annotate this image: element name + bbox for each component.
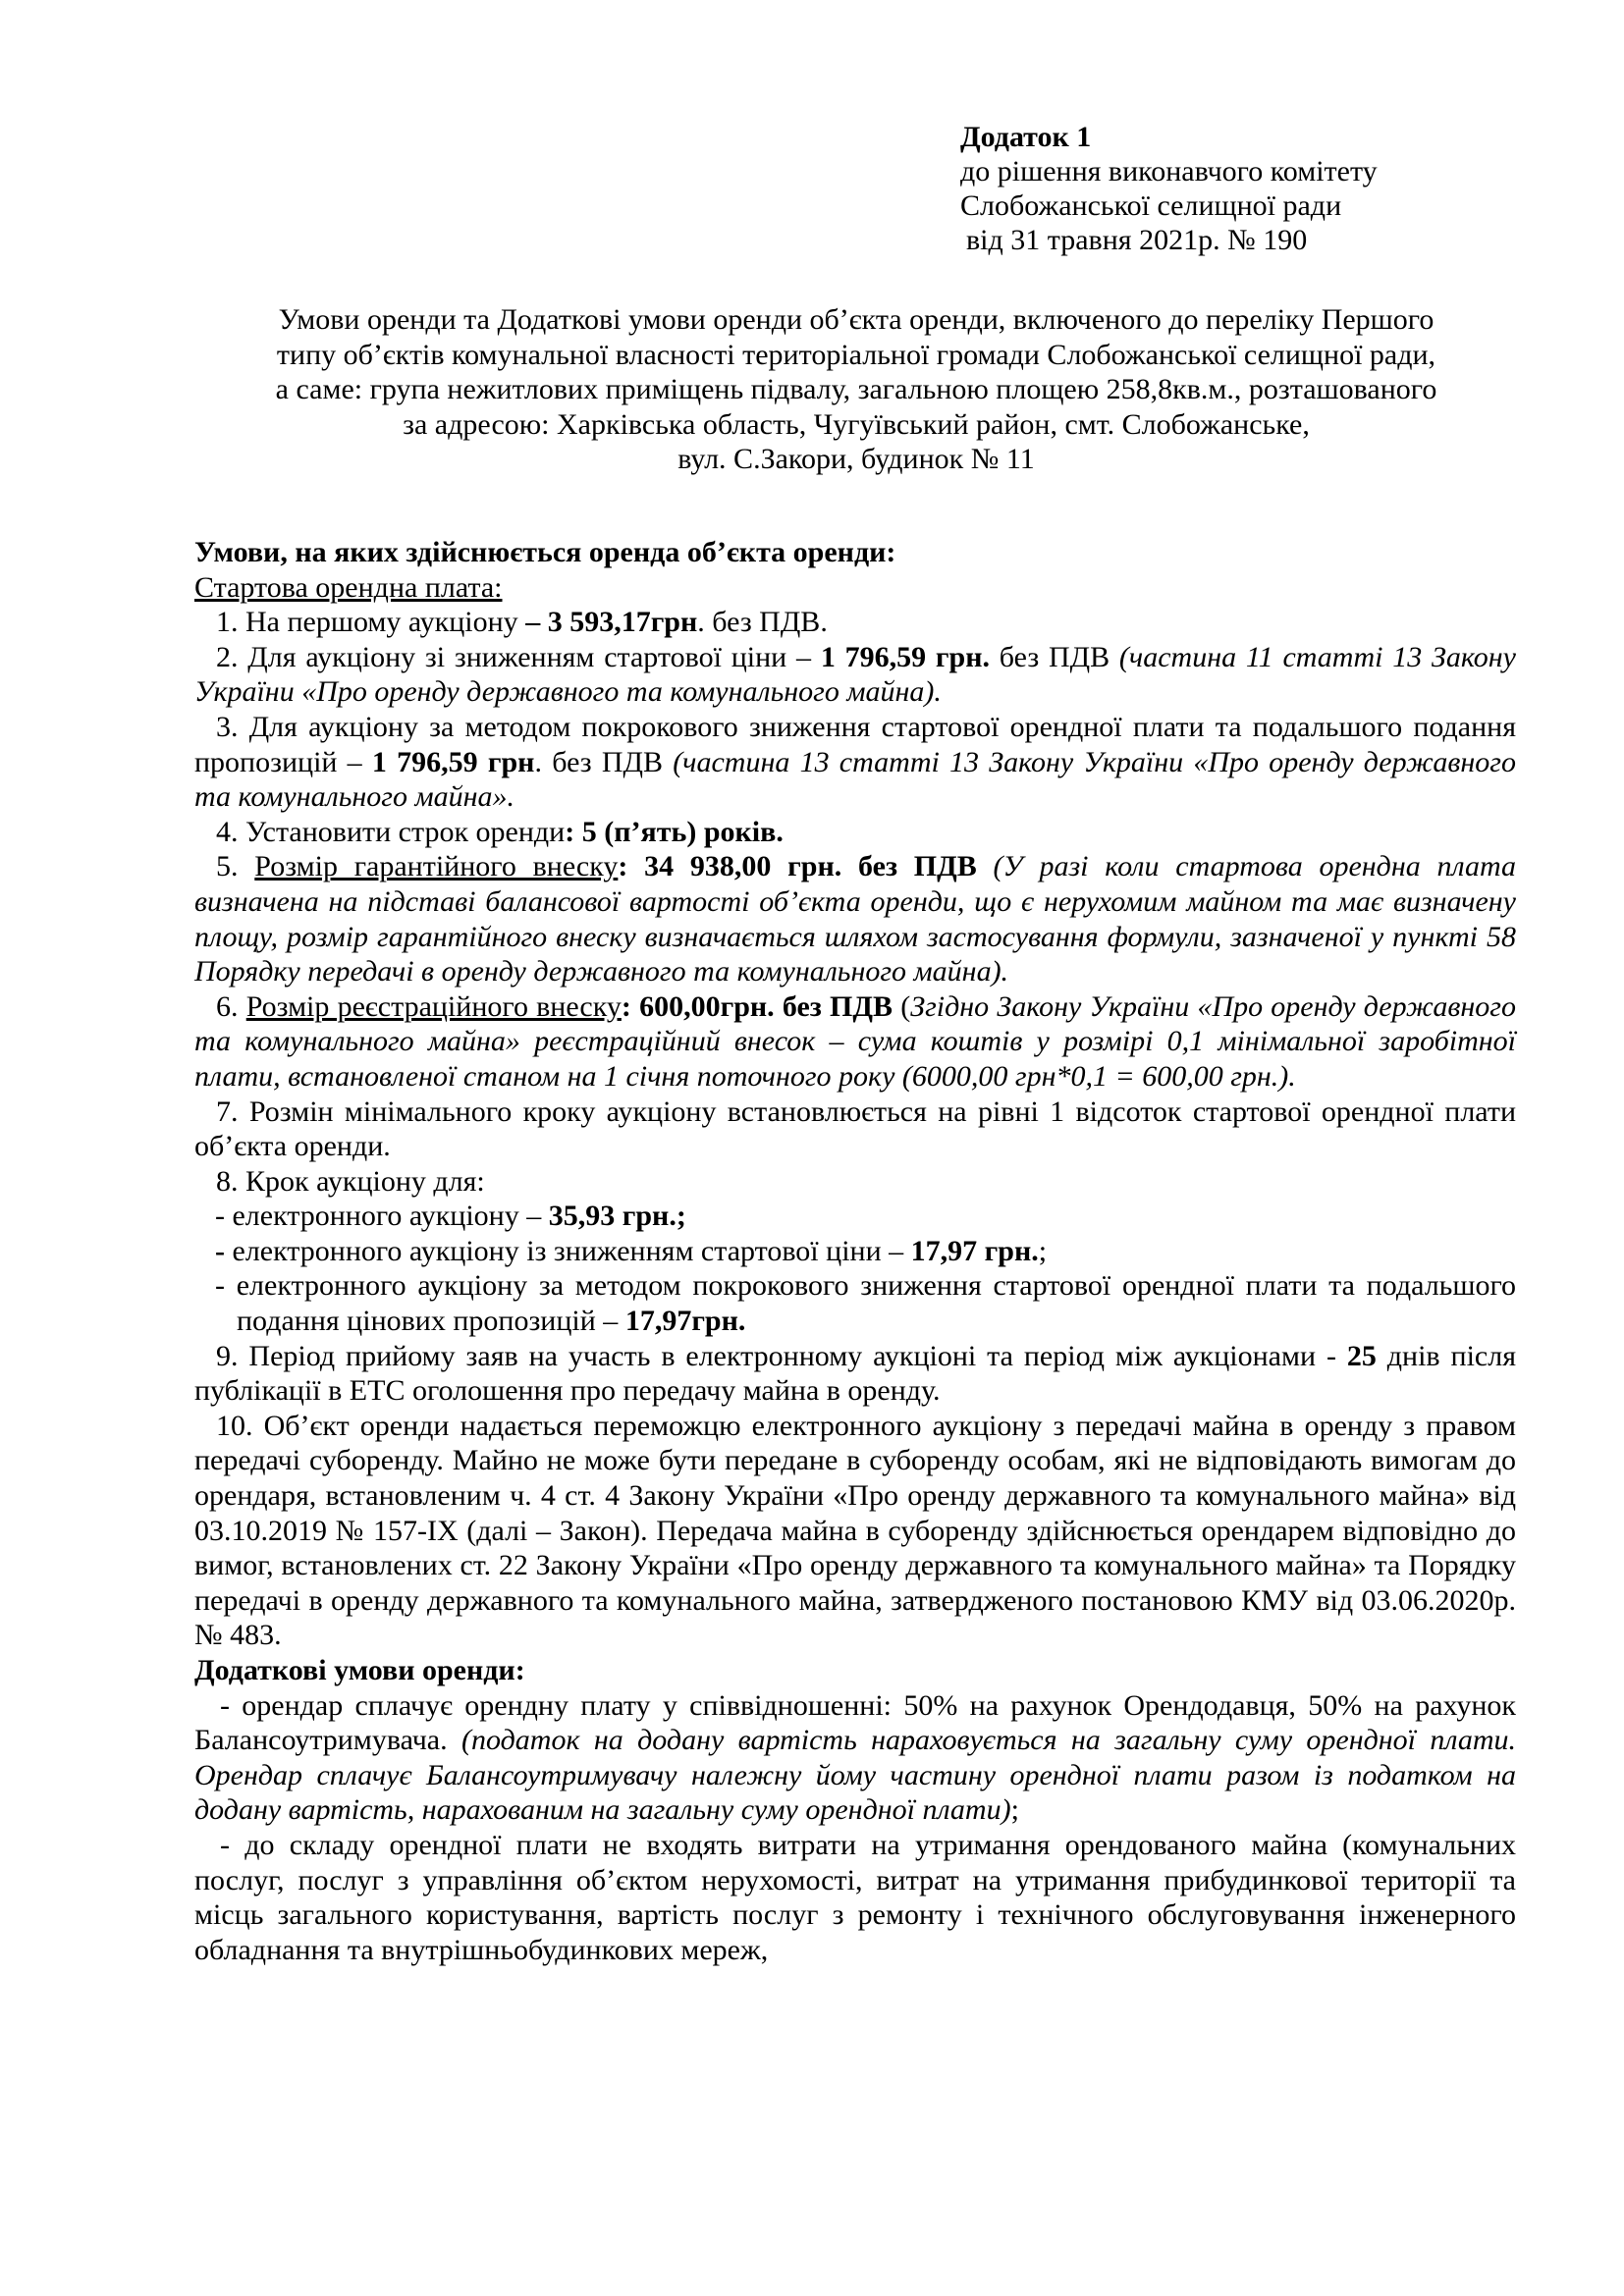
list-item-5: 5. Розмір гарантійного внеску: 34 938,00 грн. без ПДВ (У разі коли стартова орендна плата визначена на підставі балансової вартості об’єкта оренди, що є нерухомим майном та має визначену площу, розмір гарантійного внеску визначається шляхом застосування формули, зазначеної у пункті 58 Порядку передачі в оренду державного та комунального майна). xyxy=(194,850,1516,988)
heading-line: вул. С.Закори, будинок № 11 xyxy=(677,443,1035,475)
list-item-10: 10. Об’єкт оренди надається переможцю електронного аукціону з передачі майна в оренду з правом передачі суборенду. Майно не може бути передане в суборенду особам, які не відповідають вимогам до орендаря, встановленим ч. 4 ст. 4 Закону України «Про оренду державного та комунального майна» від 03.10.2019 № 157-ІХ (далі – Закон). Передача майна в суборенду здійснюється орендарем відповідно до вимог, встановлених ст. 22 Закону України «Про оренду державного та комунального майна» та Порядку передачі в оренду державного та комунального майна, затвердженого постановою КМУ від 03.06.2020р. № 483. xyxy=(194,1409,1516,1652)
heading-line: Умови оренди та Додаткові умови оренди об’єкта оренди, включеного до переліку Першого xyxy=(278,303,1435,336)
section-subtitle: Стартова орендна плата: xyxy=(194,570,503,604)
section-title: Умови, на яких здійснюється оренда об’єкта оренди: xyxy=(194,536,896,568)
addendum-title: Додаток 1 xyxy=(960,121,1092,153)
addendum-line: до рішення виконавчого комітету xyxy=(960,155,1378,187)
heading-line: типу об’єктів комунальної власності територіальної громади Слобожанської селищної ради, xyxy=(276,338,1436,371)
document-heading xyxy=(183,302,1530,477)
heading-line: а саме: група нежитлових приміщень підвалу, загальною площею 258,8кв.м., розташованого xyxy=(275,373,1437,405)
list-item-1: 1. На першому аукціону – 3 593,17грн. без ПДВ. xyxy=(216,606,828,639)
addendum-block xyxy=(960,120,1510,257)
additional-condition-2: - до складу орендної плати не входять витрати на утримання орендованого майна (комунальних послуг, послуг з управління об’єктом нерухомості, витрат на утримання прибудинкової території та місць загального користування, вартість послуг з ремонту і технічного обслуговування інженерного обладнання та внутрішньобудинкових мереж, xyxy=(194,1828,1516,1966)
addendum-line: Слобожанської селищної ради xyxy=(960,189,1342,222)
sub-item-3: - електронного аукціону за методом покрокового зниження стартової орендної плати та подальшого подання цінових пропозицій – 17,97грн. xyxy=(215,1269,1516,1338)
addendum-date: від 31 травня 2021р. № 190 xyxy=(966,224,1308,256)
heading-line: за адресою: Харківська область, Чугуївський район, смт. Слобожанське, xyxy=(403,407,1310,441)
list-item-4: 4. Установити строк оренди: 5 (п’ять) років. xyxy=(216,815,784,848)
list-item-3: 3. Для аукціону за методом покрокового зниження стартової орендної плати та подальшого подання пропозицій – 1 796,59 грн. без ПДВ (частина 13 статті 13 Закону України «Про оренду державного та комунального майна». xyxy=(194,710,1516,814)
list-item-6: 6. Розмір реєстраційного внеску: 600,00грн. без ПДВ (Згідно Закону України «Про оренду державного та комунального майна» реєстраційний внесок – сума коштів у розмірі 0,1 мінімальної заробітної плати, встановленої станом на 1 січня поточного року (6000,00 грн*0,1 = 600,00 грн.). xyxy=(194,989,1516,1093)
list-item-7: 7. Розмін мінімального кроку аукціону встановлюється на рівні 1 відсоток стартової орендної плати об’єкта оренди. xyxy=(194,1095,1516,1163)
list-item-9: 9. Період прийому заяв на участь в електронному аукціоні та період між аукціонами - 25 днів після публікації в ЕТС оголошення про передачу майна в оренду. xyxy=(194,1339,1516,1408)
document-body xyxy=(194,535,1516,1967)
list-item-8: 8. Крок аукціону для: xyxy=(216,1164,485,1198)
list-item-2: 2. Для аукціону зі зниженням стартової ціни – 1 796,59 грн. без ПДВ (частина 11 статті 13 Закону України «Про оренду державного та комунального майна). xyxy=(194,640,1516,709)
section-title: Додаткові умови оренди: xyxy=(194,1654,525,1686)
sub-item-2: - електронного аукціону із зниженням стартової ціни – 17,97 грн.; xyxy=(215,1234,1048,1267)
additional-condition-1: - орендар сплачує орендну плату у співвідношенні: 50% на рахунок Орендодавця, 50% на рахунок Балансоутримувача. (податок на додану вартість нараховується на загальну суму орендної плати. Орендар сплачує Балансоутримувачу належну йому частину орендної плати разом із податком на додану вартість, нарахованим на загальну суму орендної плати); xyxy=(194,1688,1517,1827)
sub-item-1: - електронного аукціону – 35,93 грн.; xyxy=(215,1200,686,1233)
